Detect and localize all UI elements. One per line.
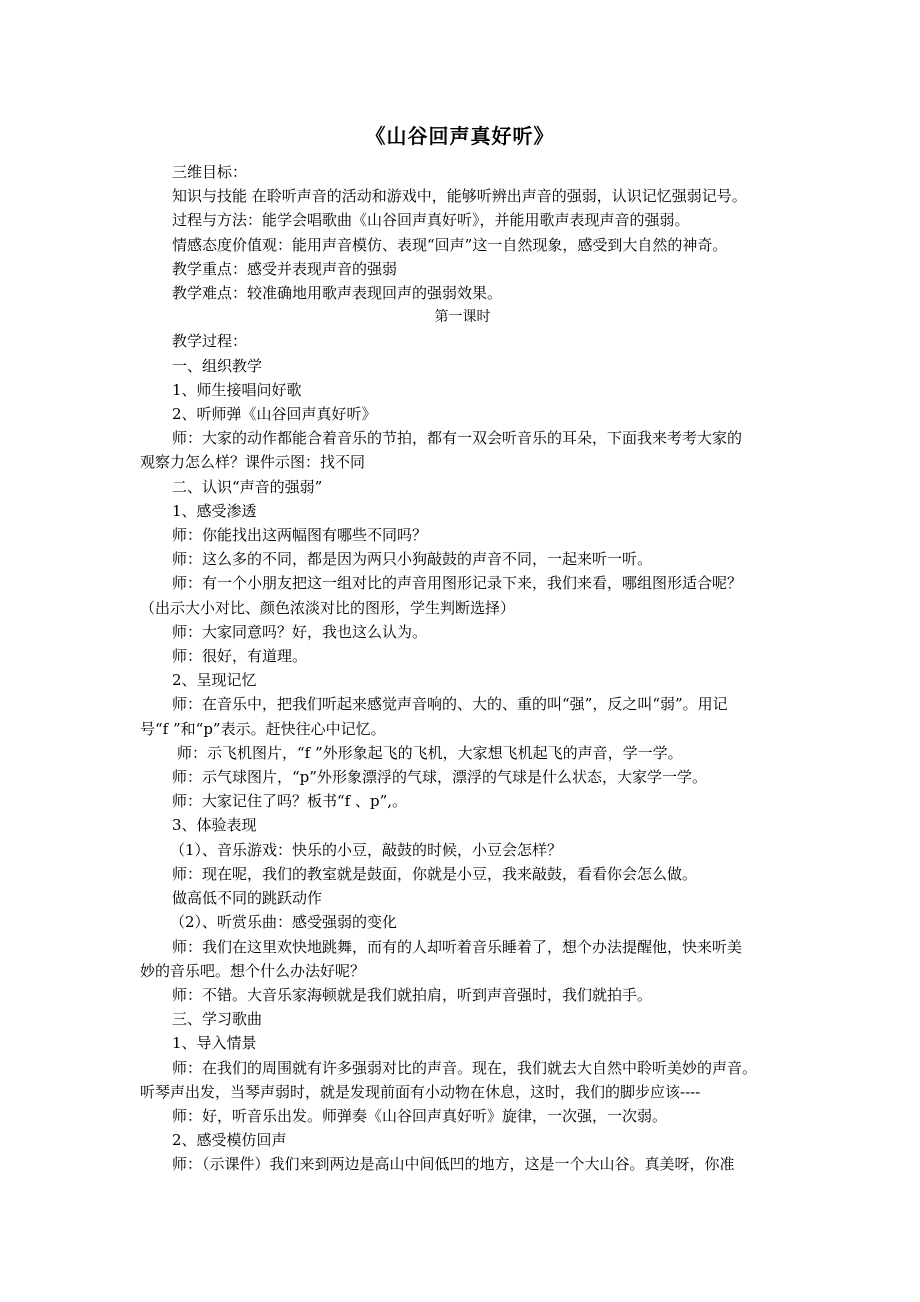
paragraph-line: 1、导入情景 [172,1034,257,1053]
paragraph-line: 教学过程： [172,332,248,351]
paragraph-line: 师：在我们的周围就有许多强弱对比的声音。现在，我们就去大自然中聆听美妙的声音。 [172,1058,758,1077]
document-body [140,160,785,1177]
paragraph-line: 师：现在呢，我们的教室就是鼓面，你就是小豆，我来敲鼓，看看你会怎么做。 [172,864,698,883]
paragraph-line: 观察力怎么样？课件示图：找不同 [140,453,366,472]
paragraph-line: （2）、听赏乐曲：感受强弱的变化 [170,913,398,932]
paragraph-line: 情感态度价值观：能用声音模仿、表现“回声”这一自然现象，感受到大自然的神奇。 [172,235,728,254]
paragraph-line: 过程与方法：能学会唱歌曲《山谷回声真好听》，并能用歌声表现声音的强弱。 [172,211,690,230]
paragraph-line: 师：这么多的不同，都是因为两只小狗敲鼓的声音不同，一起来听一听。 [172,550,653,569]
paragraph-line: 知识与技能 在聆听声音的活动和游戏中，能够听辨出声音的强弱，认识记忆强弱记号。 [172,187,747,206]
paragraph-line: 师：有一个小朋友把这一组对比的声音用图形记录下来，我们来看，哪组图形适合呢？ [172,574,743,593]
paragraph-line: 师：大家的动作都能合着音乐的节拍，都有一双会听音乐的耳朵，下面我来考考大家的 [172,429,743,448]
paragraph-line: 师：很好，有道理。 [172,647,308,666]
section-heading: 第一课时 [434,309,491,326]
paragraph-line: 师：我们在这里欢快地跳舞，而有的人却听着音乐睡着了，想个办法提醒他，快来听美 [172,937,743,956]
paragraph-line: （出示大小对比、颜色浓淡对比的图形，学生判断选择） [140,598,516,617]
paragraph-line: 一、组织教学 [172,356,263,375]
paragraph-line: 教学难点：较准确地用歌声表现回声的强弱效果。 [172,284,503,303]
paragraph-line: 三、学习歌曲 [172,1010,263,1029]
paragraph-line: 师：示飞机图片，“f ”外形象起飞的飞机，大家想飞机起飞的声音，学一学。 [177,743,683,762]
paragraph-line: 教学重点：感受并表现声音的强弱 [172,259,398,278]
paragraph-line: 师：示气球图片，“p”外形象漂浮的气球，漂浮的气球是什么状态，大家学一学。 [172,768,707,787]
paragraph-line: 师：（示课件）我们来到两边是高山中间低凹的地方，这是一个大山谷。真美呀，你准 [172,1155,735,1174]
paragraph-line: 1、师生接唱问好歌 [172,380,302,399]
paragraph-line: 师：大家记住了吗？板书“f 、p”,。 [172,792,408,811]
paragraph-line: （1）、音乐游戏：快乐的小豆，敲鼓的时候，小豆会怎样？ [170,840,563,859]
paragraph-line: 2、听师弹《山谷回声真好听》 [172,405,377,424]
paragraph-line: 听琴声出发，当琴声弱时，就是发现前面有小动物在休息，这时，我们的脚步应该---- [140,1082,701,1101]
paragraph-line: 师：在音乐中，把我们听起来感觉声音响的、大的、重的叫“强”，反之叫“弱”。用记 [172,695,728,714]
paragraph-line: 师：好，听音乐出发。师弹奏《山谷回声真好听》旋律，一次强，一次弱。 [172,1106,668,1125]
paragraph-line: 三维目标： [172,163,248,181]
paragraph-line: 师：大家同意吗？好，我也这么认为。 [172,622,428,641]
paragraph-line: 师：不错。大音乐家海顿就是我们就拍肩，听到声音强时，我们就拍手。 [172,985,653,1004]
paragraph-line: 3、体验表现 [172,816,257,835]
paragraph-line: 2、呈现记忆 [172,671,257,690]
paragraph-line: 号“f ”和“p”表示。赶快往心中记忆。 [140,719,386,738]
document-title: 《山谷回声真好听》 [365,124,555,148]
paragraph-line: 师：你能找出这两幅图有哪些不同吗？ [172,526,428,545]
paragraph-line: 妙的音乐吧。想个什么办法好呢？ [140,961,366,980]
paragraph-line: 做高低不同的跳跃动作 [172,889,323,908]
paragraph-line: 2、感受模仿回声 [172,1131,287,1150]
paragraph-line: 1、感受渗透 [172,501,257,520]
paragraph-line: 二、认识“声音的强弱” [172,477,323,496]
